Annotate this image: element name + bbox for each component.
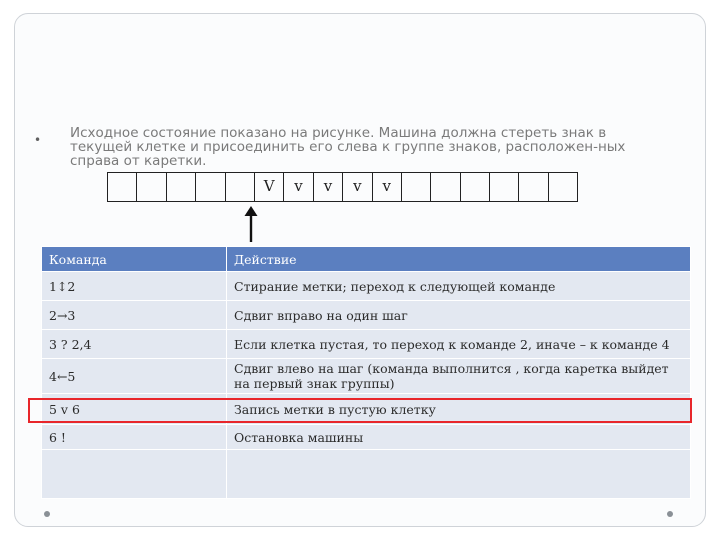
tape-cell: v [343, 172, 372, 202]
table-row [42, 272, 691, 301]
command-cell: 2→3 [42, 301, 227, 330]
machine-tape [107, 172, 578, 202]
tape-cell: v [373, 172, 402, 202]
command-cell: 3 ? 2,4 [42, 330, 227, 359]
up-arrow-icon [241, 206, 261, 242]
command-cell [42, 450, 227, 499]
dot-icon [667, 511, 673, 517]
table-row [42, 425, 691, 450]
command-cell: 6 ! [42, 425, 227, 450]
bullet: • [34, 133, 42, 147]
intro-text: Исходное состояние показано на рисунке. Машина должна стереть знак в текущей клетке и присоединить его слева к группе знаков, расположен-ных справа от каретки. [70, 125, 626, 169]
tape-cell [226, 172, 255, 202]
tape-cell [431, 172, 460, 202]
table-row [42, 301, 691, 330]
action-cell: Запись метки в пустую клетку [227, 394, 691, 425]
table-row [42, 330, 691, 359]
dot-icon [44, 511, 50, 517]
tape-cell [549, 172, 578, 202]
tape-cell [461, 172, 490, 202]
action-cell: Сдвиг вправо на один шаг [227, 301, 691, 330]
command-cell: 4←5 [42, 359, 227, 394]
tape-cell [402, 172, 431, 202]
table-row [42, 450, 691, 499]
action-cell: Сдвиг влево на шаг (команда выполнится , когда каретка выйдет на первый знак группы) [227, 359, 691, 394]
tape-cell [490, 172, 519, 202]
tape-cell: v [284, 172, 313, 202]
tape-cell [519, 172, 548, 202]
tape-cell: V [255, 172, 284, 202]
header-command: Команда [42, 247, 227, 272]
table-row [42, 359, 691, 394]
command-cell: 5 v 6 [42, 394, 227, 425]
tape-cell: v [314, 172, 343, 202]
tape-cell [196, 172, 225, 202]
action-cell [227, 450, 691, 499]
highlight-box [28, 398, 692, 423]
tape-cell [167, 172, 196, 202]
tape-cell [137, 172, 166, 202]
action-cell: Стирание метки; переход к следующей команде [227, 272, 691, 301]
command-cell: 1↕2 [42, 272, 227, 301]
command-table [41, 246, 691, 499]
action-cell: Остановка машины [227, 425, 691, 450]
action-cell: Если клетка пустая, то переход к команде 2, иначе – к команде 4 [227, 330, 691, 359]
tape-cell [108, 172, 137, 202]
header-action: Действие [227, 247, 691, 272]
